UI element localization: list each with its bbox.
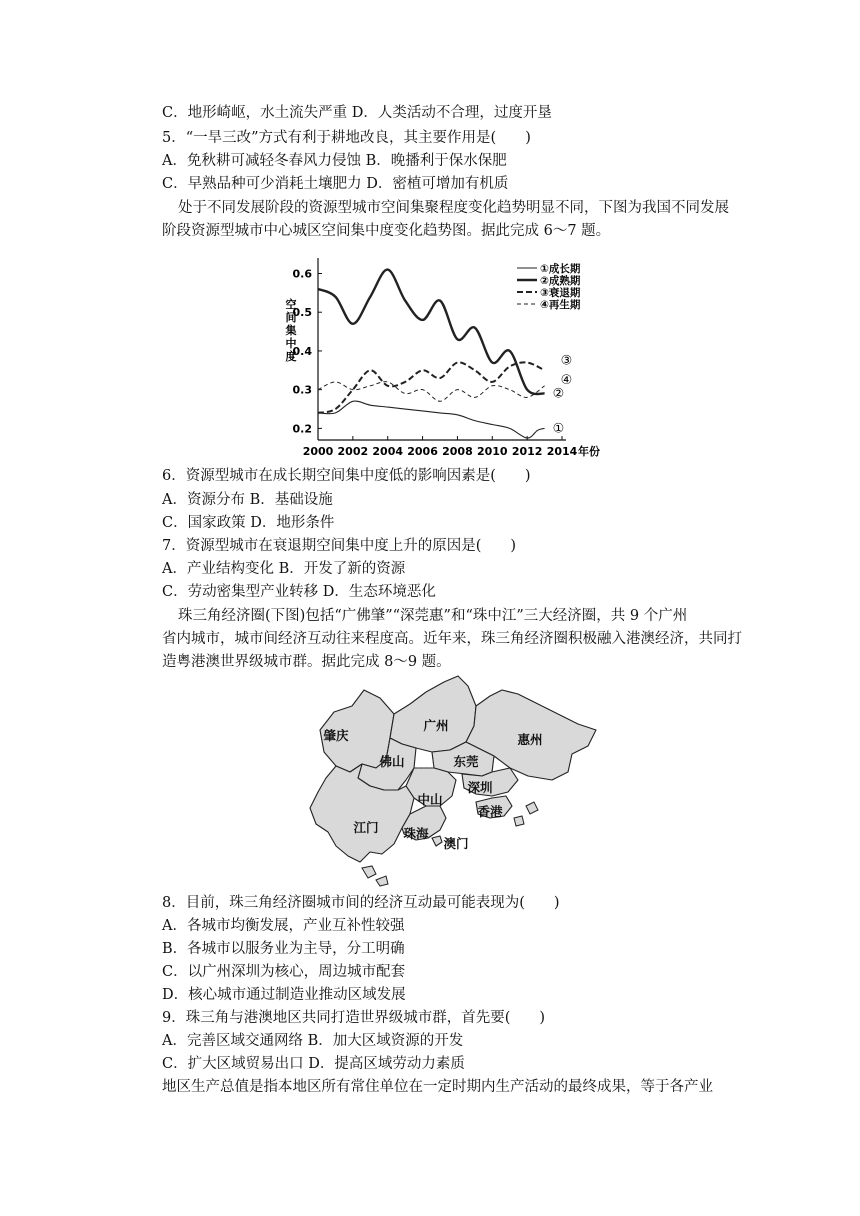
y-tick-label: 0.4 [292,344,312,358]
label-jiangmen: 江门 [353,820,379,835]
border-line-b [414,752,434,768]
q8-option-a: A．各城市均衡发展，产业互补性较强 [162,918,405,934]
label-macau: 澳门 [443,836,469,851]
label-dongguan: 东莞 [453,754,479,769]
x-tick-label: 2014 [546,445,578,458]
intro-8-9-line3: 造粤港澳世界级城市群。据此完成 8～9 题。 [162,654,451,670]
label-foshan: 佛山 [379,754,405,769]
y-tick-label: 0.3 [292,383,312,397]
gdp-intro-line: 地区生产总值是指本地区所有常住单位在一定时期内生产活动的最终成果，等于各产业 [162,1079,713,1095]
x-tick-label: 2004 [372,445,404,458]
q9-option-ab: A．完善区域交通网络 B．加大区域资源的开发 [162,1033,464,1049]
label-shenzhen: 深圳 [467,780,493,795]
series-end-marker-4: ④ [560,372,573,388]
intro-6-7-line1: 处于不同发展阶段的资源型城市空间集聚程度变化趋势明显不同，下图为我国不同发展 [178,200,729,216]
island-4 [526,802,538,814]
chart-legend [517,262,581,311]
label-zhaoqing: 肇庆 [323,728,349,743]
question-7: 7．资源型城市在衰退期空间集中度上升的原因是( ) [162,538,517,554]
legend-label-2: ②成熟期 [540,275,581,287]
q9-option-cd: C．扩大区域贸易出口 D．提高区域劳动力素质 [162,1056,465,1072]
x-tick-label: 2012 [511,445,543,458]
q8-option-c: C．以广州深圳为核心，周边城市配套 [162,964,406,980]
y-tick-label: 0.6 [292,267,312,281]
series-end-marker-1: ① [552,421,565,437]
y-tick-label: 0.2 [292,422,312,436]
x-tick-label: 2006 [407,445,438,458]
x-tick-label: 2000 [302,445,334,458]
q8-option-b: B．各城市以服务业为主导，分工明确 [162,941,405,957]
question-8: 8．目前，珠三角经济圈城市间的经济互动最可能表现为( ) [162,895,560,911]
concentration-trend-chart [285,250,625,465]
q7-option-cd: C．劳动密集型产业转移 D．生态环境恶化 [162,584,436,600]
q8-option-d: D．核心城市通过制造业推动区域发展 [162,987,406,1003]
chart-series [318,270,572,438]
q6-option-ab: A．资源分布 B．基础设施 [162,492,333,508]
series-line-4 [318,382,545,402]
island-1 [362,866,376,878]
label-hongkong: 香港 [477,804,503,819]
pearl-river-delta-map [306,668,598,890]
x-tick-label: 2010 [476,445,508,458]
y-tick-label: 0.5 [292,306,312,320]
q5-option-cd: C．早熟品种可少消耗土壤肥力 D．密植可增加有机质 [162,176,509,192]
series-line-3 [318,362,545,413]
question-5: 5．“一旱三改”方式有利于耕地改良，其主要作用是( ) [162,130,531,146]
legend-label-4: ④再生期 [540,299,581,311]
x-tick-label: 2008 [442,445,473,458]
macau-region [432,836,442,846]
series-end-marker-3: ③ [560,353,573,369]
label-huizhou: 惠州 [517,732,543,747]
q4-option-cd: C．地形崎岖，水土流失严重 D．人类活动不合理，过度开垦 [162,105,552,121]
label-guangzhou: 广州 [423,718,449,733]
question-9: 9．珠三角与港澳地区共同打造世界级城市群，首先要( ) [162,1010,546,1026]
q5-option-ab: A．免秋耕可减轻冬春风力侵蚀 B．晚播利于保水保肥 [162,153,507,169]
legend-label-1: ①成长期 [540,263,581,275]
q7-option-ab: A．产业结构变化 B．开发了新的资源 [162,561,406,577]
intro-8-9-line2: 省内城市，城市间经济互动往来程度高。近年来，珠三角经济圈积极融入港澳经济，共同打 [162,631,742,647]
x-axis-label: 年份 [578,445,600,458]
island-2 [376,876,388,886]
guangzhou-region [390,676,476,752]
label-zhongshan: 中山 [417,792,443,807]
island-3 [514,816,524,826]
y-axis-label: 空间集中度 [285,298,297,363]
intro-6-7-line2: 阶段资源型城市中心城区空间集中度变化趋势图。据此完成 6～7 题。 [162,223,611,239]
q6-option-cd: C．国家政策 D．地形条件 [162,515,335,531]
series-end-marker-2: ② [552,386,565,402]
question-6: 6．资源型城市在成长期空间集中度低的影响因素是( ) [162,468,531,484]
intro-8-9-line1: 珠三角经济圈(下图)包括“广佛肇”“深莞惠”和“珠中江”三大经济圈，共 9 个广州 [178,608,688,624]
x-tick-label: 2002 [337,445,369,458]
legend-label-3: ③衰退期 [540,287,581,299]
series-line-1 [318,401,545,438]
label-zhuhai: 珠海 [403,826,429,841]
